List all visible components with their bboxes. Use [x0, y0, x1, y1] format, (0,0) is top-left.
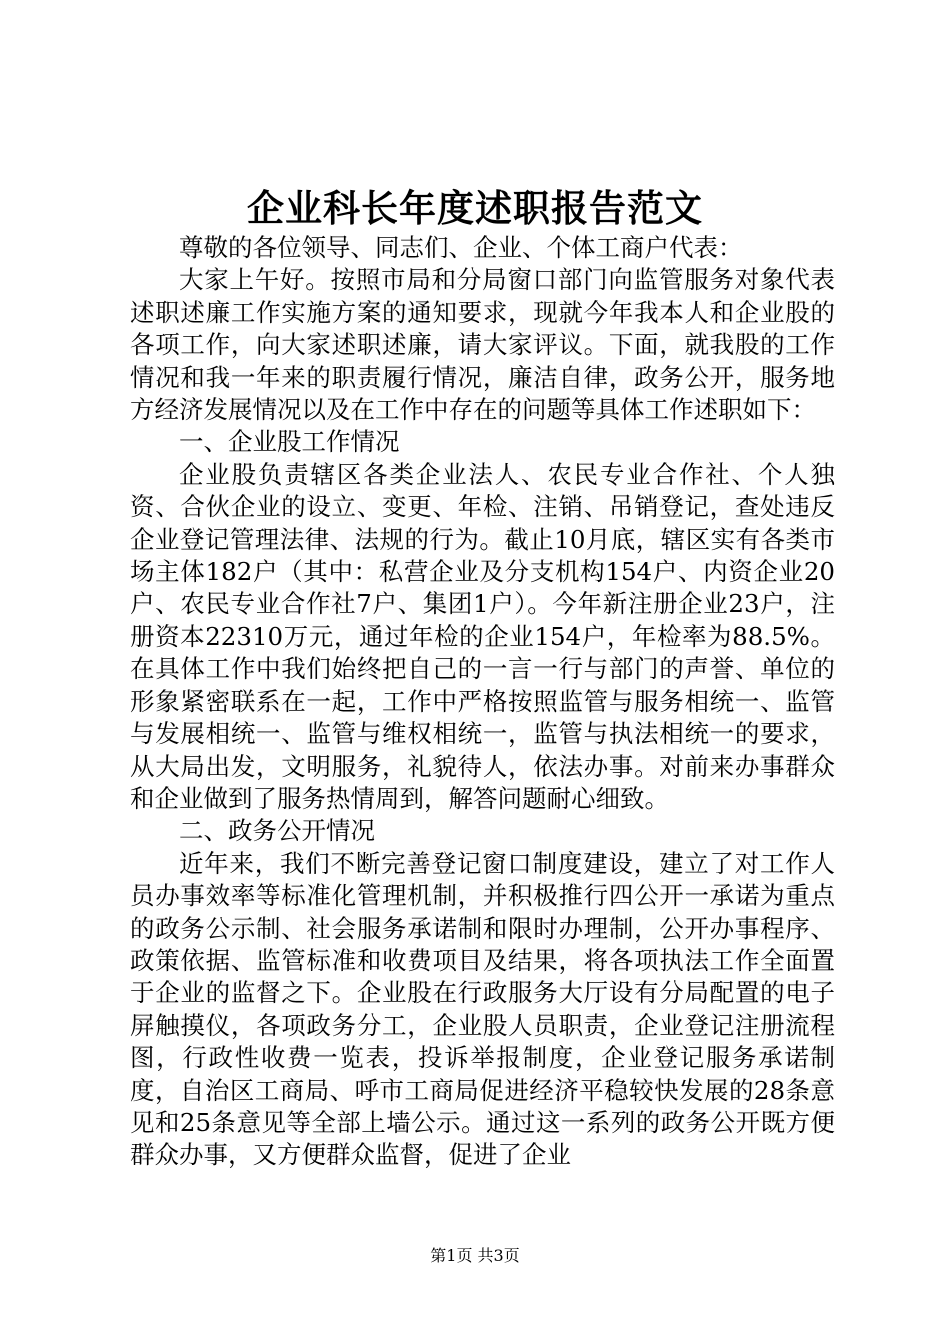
document-title: 企业科长年度述职报告范文	[247, 186, 703, 230]
transparency-paragraph: 近年来，我们不断完善登记窗口制度建设，建立了对工作人员办事效率等标准化管理机制，并积极推行四公开一承诺为重点的政务公示制、社会服务承诺制和限时办理制，公开办事程序、政策依据、监管标准和收费项目及结果，将各项执法工作全面置于企业的监督之下。企业股在行政服务大厅设有分局配置的电子屏触摸仪，各项政务分工，企业股人员职责，企业登记注册流程图，行政性收费一览表，投诉举报制度，企业登记服务承诺制度，自治区工商局、呼市工商局促进经济平稳较快发展的28条意见和25条意见等全部上墙公示。通过这一系列的政务公开既方便群众办事，又方便群众监督，促进了企业	[130, 848, 835, 1170]
section-heading-enterprise: 一、企业股工作情况	[179, 427, 400, 457]
salutation-paragraph: 尊敬的各位领导、同志们、企业、个体工商户代表：	[179, 233, 743, 262]
document-body	[130, 232, 835, 1172]
enterprise-paragraph: 企业股负责辖区各类企业法人、农民专业合作社、个人独资、合伙企业的设立、变更、年检、注销、吊销登记，查处违反企业登记管理法律、法规的行为。截止10月底，辖区实有各类市场主体182户（其中：私营企业及分支机构154户、内资企业20户、农民专业合作社7户、集团1户）。今年新注册企业23户，注册资本22310万元，通过年检的企业154户，年检率为88.5%。在具体工作中我们始终把自己的一言一行与部门的声誉、单位的形象紧密联系在一起，工作中严格按照监管与服务相统一、监管与发展相统一、监管与维权相统一，监管与执法相统一的要求，从大局出发，文明服务，礼貌待人，依法办事。对前来办事群众和企业做到了服务热情周到，解答问题耐心细致。	[130, 459, 835, 813]
intro-paragraph: 大家上午好。按照市局和分局窗口部门向监管服务对象代表述职述廉工作实施方案的通知要求，现就今年我本人和企业股的各项工作，向大家述职述廉，请大家评议。下面，就我股的工作情况和我一年来的职责履行情况，廉洁自律，政务公开，服务地方经济发展情况以及在工作中存在的问题等具体工作述职如下：	[130, 265, 835, 425]
page-footer: 第1页 共3页	[430, 1246, 520, 1265]
section-heading-transparency: 二、政务公开情况	[179, 816, 375, 846]
